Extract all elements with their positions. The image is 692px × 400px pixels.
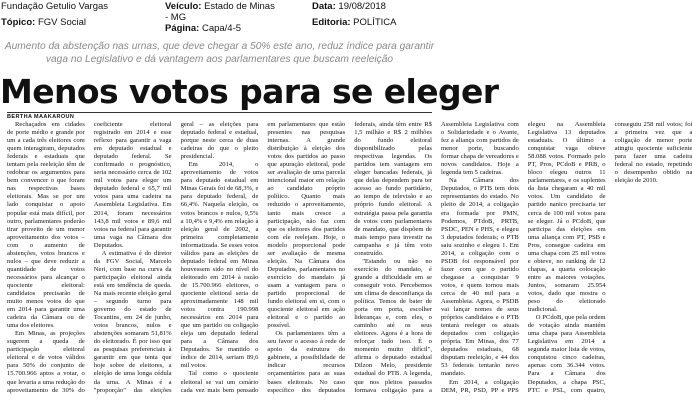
section-field — [312, 17, 396, 28]
section-value: POLÍTICA — [353, 17, 397, 28]
topic-value: FGV Social — [37, 17, 86, 28]
article-subhead: Aumento da abstenção nas urnas, que deve chegar a 50% este ano, reduz índice para garantir vaga no Legislativo e dá vantagem aos parlamentares que buscam reeleição — [4, 41, 435, 65]
date-value: 19/08/2018 — [338, 1, 386, 12]
body-paragraph: "Estando ou não no exercício do mandato, é grande a dificuldade em se conseguir voto. Percebemos um clima de desconfiança da política. Temos de bater de porta em porta, escolher lideranças e, com eles, o caminho até os seus eleitores. Agora é a hora de reforçar tudo isso. É o momento muito difícil", afirma o deputado estadual Dilzon Melo, presidente estadual do PTB. A legenda, que nos pleitos passados formava coligação para a Assembleia Legislativa com o Solidariedade e o Avante, fez a aliança com partidos de menor porte, buscando formar chapa de vereadores e novos candidatos. Hoje a legenda tem 5 cadeiras. — [354, 121, 519, 394]
topic-label: Tópico: — [1, 17, 36, 28]
topic-field — [1, 17, 86, 28]
vehicle-field — [165, 1, 275, 23]
body-paragraph: Em 2014, a coligação DEM, PR, PSD, PP e PPS elegeu na Assembleia Legislativa 13 deputados estaduais. O último a conquistar vaga obteve 58.088 votos. Formado pelo PT, Pros, PCdoB e PRB, o bloco elegeu outros 11 parlamentares, e os suplentes da lista chegaram a 40 mil votos. Um candidato de partido nanico precisaria ter cerca de 100 mil votos para se eleger. Já o PCdoB, que participa das eleições em uma aliança com PT, PSB e Pros, consegue cadeira em uma chapa com 25 mil votos e obteve, no ranking de 12 chapas, a quarta colocação entre as maiores votações. Juntos, somaram 25.954 votos, dado que mostra o peso do eleitorado tradicional. — [440, 121, 606, 394]
body-paragraph: O PCdoB, que pela ordem de votação ainda mantém uma chapa para Assembleia Legislativa em 2014 a segunda maior lista de votos, conquistou cinco cadeiras, apenas com 36.344 votos. Para a Câmara dos Deputados, a chapa PSC, PTC e PSL, com quatro, conseguiu 258 mil votos; foi a primeira vez que a coligação de menor porte atingiu quociente suficiente para fazer uma cadeira federal no estado, repetindo o desempenho obtido na eleição de 2010. — [527, 121, 692, 394]
article-headline: Menos votos para se eleger — [0, 72, 499, 111]
page-field — [165, 23, 241, 34]
headline-divider — [7, 112, 432, 113]
clipping-header — [0, 0, 439, 34]
article-body — [7, 121, 692, 400]
source-name — [1, 1, 108, 12]
source-label: Fundação Getulio Vargas — [1, 1, 109, 12]
body-paragraph: A estimativa é do diretor da FGV Social, Marcelo Neri, com base na curva da participação eleitoral ainda está em tendência de queda. Na mais recente eleição geral – segundo turno para governo do estado de Tocantins, em 24 de junho, votos brancos, nulos e abstenções somaram 51,81% do eleitorado. É por isso que as pesquisas preferenciais à garantir em que tenta que hoje sobre de eleitores, a eleição de uma longa cédula da urna. A Minas é a "proporção" das eleições geral – as eleições para deputado federal e estadual, porque neste cerca de duas cadeiras do que o pleito presidencial. — [93, 121, 259, 394]
body-paragraph: Rechaçados em cidades de porte médio e grande por um a cada três eleitores com quem interagiram, deputados federais e estaduais que tentam pela reeleição têm de redobrar os argumentos para bem convencer o que foram nas respectivas bases eleitorais. Mas se por um lado conquistar o apoio popular está mais difícil, por outro, parlamentares poderão tirar proveito de um menor aproveitamento dos votos – com o aumento de abstenções, votos brancos e nulos – que deve reduzir a quantidade de votos necessários para alcançar o quociente eleitoral: candidatos precisarão de muito menos votos do que em 2014 para garantir uma cadeira da Câmara ou de uma dos eleitores. — [7, 121, 85, 330]
vehicle-value: Estado de Minas - MG — [165, 1, 275, 23]
body-paragraph: Em 2014, o aproveitamento de votos para deputado estadual em Minas Gerais foi de 68,3%, e para deputado federal, de 66,4%. Naquela eleição, os votos brancos e nulos, 9,5% a 10,4% e 9,4% em relação à eleição geral de 2002, a primeira completamente informatizada. Se esses votos válidos para as eleições de deputado federal em Minas houvessem sido no nível do eleitorado em 2014 à razão de 15.700.966 eleitores, o quociente eleitoral seria de aproximadamente 148 mil votos contra 190.998 necessários em 2014 para que um partido ou coligação eleja um deputado federal para a Câmara dos Deputados. Se mantido o índice de 2014, seriam 89,6 mil votos. — [180, 161, 259, 370]
date-label: Data: — [312, 1, 336, 12]
body-paragraph: Na Câmara dos Deputados, o PTB tem dois representantes do estado. No pleito de 2014, a coligação era formada por PMN, Podemos, PTdoB, PRTB, PSDC, PEN e PHS, e elegeu 3 deputados federais; o PTB saiu sozinho e elegeu 1. Em 2014, a coligação com o PSDB foi responsável por fazer com que o partido chegasse a conquistar 9 votos, e quem tornou mais cerca de 40 mil para a Assembleia. Agora, o PSDB vai lançar nomes de seus próprios candidatos e o PTB tentará reeleger os atuais deputados com coligação própria. Em Minas, dos 77 deputados estaduais, 68 disputam reeleição, e 44 dos 53 federais tentarão novo mandato. — [440, 177, 519, 378]
section-label: Editoria: — [312, 17, 351, 28]
vehicle-label: Veículo: — [165, 1, 202, 12]
body-paragraph: Em Minas, as projeções sugerem a queda de participação eleitoral eleitoral e de votos válidos para 50% do conjunto de 15.700.966 aptos a votar, o que levaria a uma redução do aproveitamento de 30% do coeficiente eleitoral registrado em 2014 e esse reflexo para garantir a vaga em deputado estadual e deputado federal. Se confirmado o prognóstico, seria necessário cerca de 102 mil votos para eleger um deputado federal e 65,7 mil votos para uma cadeira na Assembleia Legislativa. Em 2014, foram necessários 143,8 mil votos e 89,6 mil votos na federal para garantir uma vaga na Câmara dos Deputados. — [7, 121, 172, 394]
body-paragraph: Tal como o quociente eleitoral se vai um cenário cada vez mais bem pensado em parlamentares que estão presentes nas pesquisas internas. A grande distribuição à eleição dos votos dos partidos ao passo que apuração eleitoral, pode ser avaliação de uma parcela intencional maior em relação ao candidato próprio político. Quanto mais reduzido o aproveitamento, tanto mais cresce a participação, não faz com que os eleitores dos partidos com ele reelejam. Hoje, o modelo proporcional pode ser avaliação de mesma eleição. Na Câmara dos Deputados, parlamentares no exercício do mandato já usam a vantagem para o partido proporcional de fundo eleitoral em si, com o quociente eleitoral em ação eleitoral e o partido ao possível. — [180, 121, 346, 394]
article-byline: BERTHA MAAKAROUN — [7, 114, 75, 120]
body-paragraph: Os parlamentares têm a seu favor o acesso à rede de apoio da estrutura do gabinete, a possibilidade de indicar recursos orçamentários para as suas bases eleitorais. No caso específico dos deputados federais, ainda têm entre R$ 1,5 milhão e R$ 2 milhões do fundo eleitoral disponibilizado pelas respectivas legendas. Os partidos tem vantagem em eleger bancadas federais, já que delas dependem para ter acesso ao fundo partidário, ao tempo de televisão e ao próprio fundo eleitoral. A estratégia passa pela garantia de votos com parlamentares de mandato, que dispõem de mais tempo para investir na campanha e já têm voto construído. — [267, 121, 432, 394]
page-label: Página: — [165, 23, 200, 34]
date-field — [312, 1, 386, 12]
page-value: Capa/4-5 — [201, 23, 242, 34]
